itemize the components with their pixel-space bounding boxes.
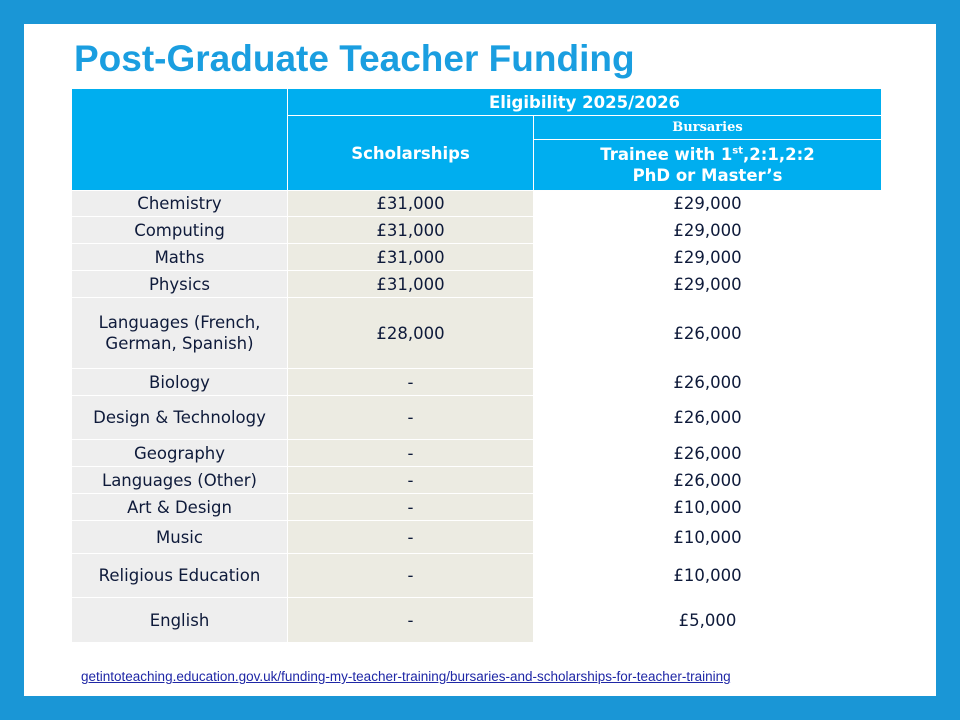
corner-header-cell	[72, 89, 288, 191]
scholarship-cell: £31,000	[288, 271, 534, 298]
bursary-cell: £10,000	[534, 554, 882, 598]
trainee-header	[534, 140, 882, 191]
subject-cell: Religious Education	[72, 554, 288, 598]
scholarship-cell: -	[288, 521, 534, 554]
bursaries-header: Bursaries	[534, 116, 882, 140]
scholarship-cell: £31,000	[288, 244, 534, 271]
bursary-cell: £26,000	[534, 396, 882, 440]
bursary-cell: £10,000	[534, 494, 882, 521]
subject-cell: Chemistry	[72, 191, 288, 217]
bursary-cell: £5,000	[534, 598, 882, 643]
subject-cell: Computing	[72, 217, 288, 244]
trainee-label-line2: PhD or Master’s	[632, 166, 783, 185]
subject-cell: Music	[72, 521, 288, 554]
subject-cell: Languages (French, German, Spanish)	[72, 298, 288, 369]
table-row	[72, 244, 882, 271]
bursary-cell: £26,000	[534, 298, 882, 369]
bursary-cell: £26,000	[534, 440, 882, 467]
subject-cell: Physics	[72, 271, 288, 298]
scholarship-cell: -	[288, 598, 534, 643]
subject-cell: English	[72, 598, 288, 643]
scholarship-cell: -	[288, 369, 534, 396]
table-row	[72, 440, 882, 467]
subject-cell: Maths	[72, 244, 288, 271]
trainee-label-sup: st	[732, 145, 744, 157]
table-row	[72, 494, 882, 521]
subject-cell: Art & Design	[72, 494, 288, 521]
scholarship-cell: £31,000	[288, 191, 534, 217]
table-row	[72, 396, 882, 440]
scholarship-cell: -	[288, 396, 534, 440]
bursary-cell: £29,000	[534, 217, 882, 244]
subject-cell: Geography	[72, 440, 288, 467]
bursary-cell: £26,000	[534, 467, 882, 494]
table-row	[72, 467, 882, 494]
bursary-cell: £10,000	[534, 521, 882, 554]
bursary-cell: £26,000	[534, 369, 882, 396]
scholarship-cell: £31,000	[288, 217, 534, 244]
trainee-label-end: ,2:1,2:2	[743, 145, 815, 164]
scholarships-header: Scholarships	[288, 116, 534, 191]
scholarship-cell: -	[288, 440, 534, 467]
bursary-cell: £29,000	[534, 191, 882, 217]
table-row	[72, 298, 882, 369]
bursary-cell: £29,000	[534, 244, 882, 271]
table-row	[72, 217, 882, 244]
trainee-label-start: Trainee with 1	[600, 145, 733, 164]
page-title: Post-Graduate Teacher Funding	[74, 38, 635, 79]
scholarship-cell: -	[288, 494, 534, 521]
source-link[interactable]: getintoteaching.education.gov.uk/funding-my-teacher-training/bursaries-and-scholarships-for-teacher-training	[81, 669, 731, 684]
table-row	[72, 598, 882, 643]
table-row	[72, 554, 882, 598]
table-row	[72, 369, 882, 396]
bursary-cell: £29,000	[534, 271, 882, 298]
table-row	[72, 191, 882, 217]
eligibility-header: Eligibility 2025/2026	[288, 89, 882, 116]
slide	[24, 24, 936, 696]
subject-cell: Languages (Other)	[72, 467, 288, 494]
subject-cell: Biology	[72, 369, 288, 396]
scholarship-cell: -	[288, 554, 534, 598]
funding-table	[71, 88, 882, 643]
table-row	[72, 521, 882, 554]
table-row	[72, 271, 882, 298]
scholarship-cell: -	[288, 467, 534, 494]
scholarship-cell: £28,000	[288, 298, 534, 369]
subject-cell: Design & Technology	[72, 396, 288, 440]
